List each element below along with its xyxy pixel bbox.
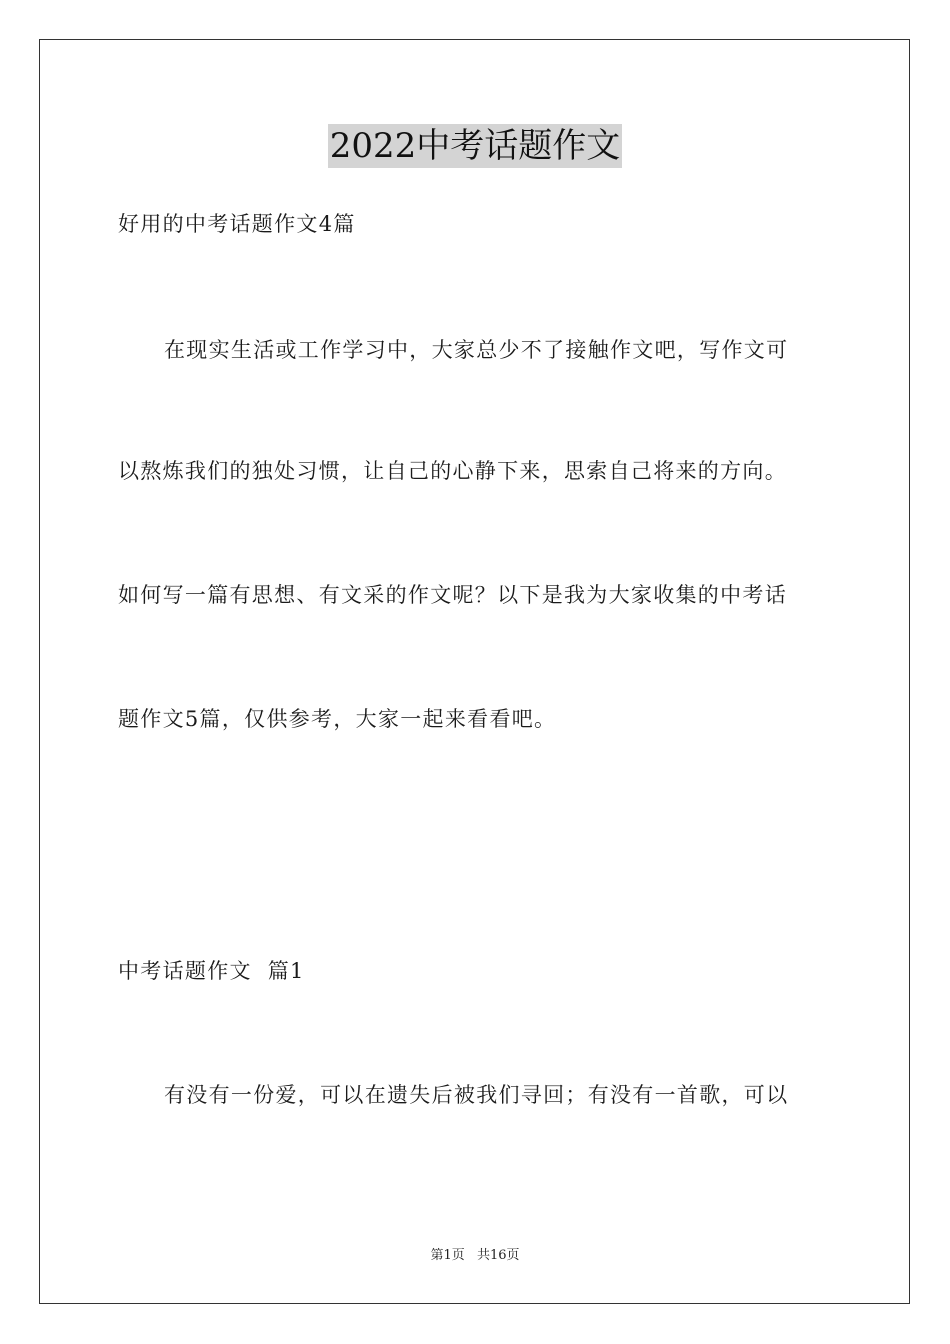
title-container [0, 124, 950, 168]
document-title: 2022中考话题作文 [329, 126, 621, 166]
intro-line-1: 在现实生活或工作学习中，大家总少不了接触作文吧，写作文可 [164, 338, 789, 362]
page-number-total: 共16页 [476, 1248, 520, 1263]
section-first-line: 有没有一份爱，可以在遗失后被我们寻回；有没有一首歌，可以 [164, 1083, 789, 1107]
page-number-current: 第1页 [430, 1248, 465, 1263]
intro-line-3: 如何写一篇有思想、有文采的作文呢？以下是我为大家收集的中考话 [118, 583, 787, 607]
intro-line-4: 题作文5篇，仅供参考，大家一起来看看吧。 [118, 707, 557, 731]
intro-line-2: 以熬炼我们的独处习惯，让自己的心静下来，思索自己将来的方向。 [118, 459, 787, 483]
section-heading: 中考话题作文 篇1 [118, 959, 305, 983]
page-footer [0, 1247, 950, 1265]
document-subtitle: 好用的中考话题作文4篇 [118, 212, 356, 236]
